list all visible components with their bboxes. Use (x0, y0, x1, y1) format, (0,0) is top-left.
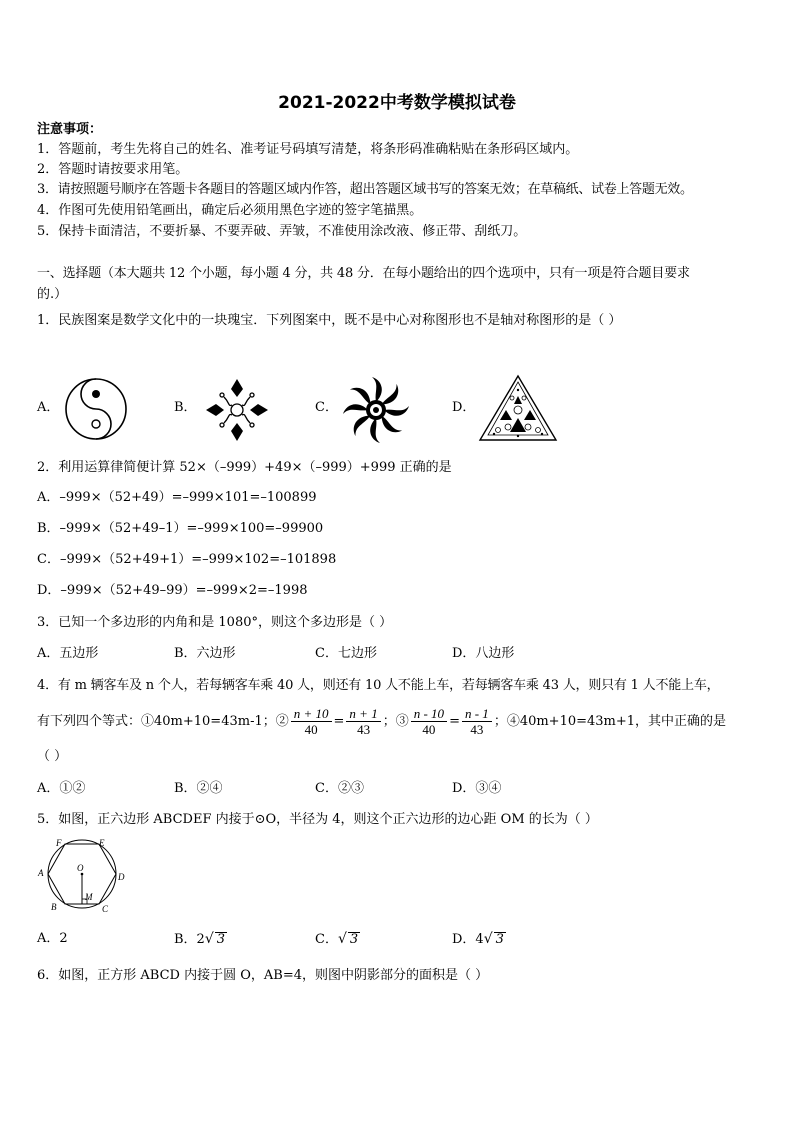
q3-option-c: C．七边形 (315, 646, 377, 661)
notice-item: 3．请按照题号顺序在答题卡各题目的答题区域内作答，超出答题区域书写的答案无效；在草稿纸、试卷上答题无效。 (37, 182, 693, 197)
fraction (346, 706, 380, 737)
section-heading: 一、选择题（本大题共 12 个小题，每小题 4 分，共 48 分．在每小题给出的四个选项中，只有一项是符合题目要求 (37, 266, 690, 281)
fraction-numerator: n + 1 (346, 706, 380, 722)
question-5-stem: 5．如图，正六边形 ABCDEF 内接于⊙O，半径为 4，则这个正六边形的边心距 OM 的长为（ ） (37, 812, 598, 827)
q5-option-d (452, 930, 506, 949)
vertex-label-a: A (38, 868, 44, 878)
notice-item: 5．保持卡面清洁，不要折暴、不要弄破、弄皱，不准使用涂改液、修正带、刮纸刀。 (37, 224, 527, 239)
fraction-numerator: n - 1 (462, 706, 492, 722)
question-6-stem: 6．如图，正方形 ABCD 内接于圆 O，AB=4，则图中阴影部分的面积是（ ） (37, 968, 489, 983)
question-2-stem: 2．利用运算律简便计算 52×（–999）+49×（–999）+999 正确的是 (37, 460, 452, 475)
flower-cross-figure (202, 375, 272, 445)
decorated-triangle-figure (478, 374, 558, 444)
vertex-label-d: D (118, 872, 125, 882)
fraction (411, 706, 447, 737)
q5-option-b-text: B．2 (174, 932, 205, 947)
q5-option-d-text: D．4 (452, 932, 484, 947)
q4-equation-text-1: 有下列四个等式：①40m+10=43m-1；② (37, 714, 289, 729)
q5-option-a-text: A．2 (37, 931, 68, 946)
question-4-stem: 4．有 m 辆客车及 n 个人，若每辆客车乘 40 人，则还有 10 人不能上车，若每辆客车乘 43 人，则只有 1 人不能上车， (37, 678, 720, 693)
vertex-label-c: C (102, 904, 109, 914)
notice-heading: 注意事项： (37, 122, 103, 137)
separator: ；③ (382, 714, 409, 729)
section-heading-cont: 的.） (37, 287, 68, 302)
q4-option-c: C．②③ (315, 781, 364, 796)
q5-option-b (174, 930, 227, 949)
q2-option-b: B．–999×（52+49–1）=–999×100=–99900 (37, 521, 324, 536)
q3-option-b: B．六边形 (174, 646, 236, 661)
fraction-denominator: 40 (304, 722, 318, 737)
page-title: 2021-2022中考数学模拟试卷 (278, 93, 516, 113)
q2-option-c: C．–999×（52+49+1）=–999×102=–101898 (37, 552, 337, 567)
fraction-denominator: 43 (470, 722, 484, 737)
question-1-stem: 1．民族图案是数学文化中的一块瑰宝．下列图案中，既不是中心对称图形也不是轴对称图形的是（ ） (37, 313, 622, 328)
fraction (291, 706, 332, 737)
equals-sign: = (333, 714, 345, 729)
hexagon-in-circle-figure (36, 836, 128, 914)
yin-yang-figure (64, 377, 128, 441)
notice-item: 2．答题时请按要求用笔。 (37, 162, 189, 177)
q4-option-b: B．②④ (174, 781, 223, 796)
q2-option-a: A．–999×（52+49）=–999×101=–100899 (37, 490, 317, 505)
q5-option-a (37, 930, 68, 948)
pinwheel-flower-figure (340, 374, 412, 446)
sqrt-sign-icon: √ (337, 931, 347, 947)
sqrt-sign-icon: √ (204, 931, 214, 947)
radicand: 3 (495, 932, 504, 947)
q5-option-c-text: C． (315, 932, 338, 947)
vertex-label-b: B (51, 902, 57, 912)
center-label-o: O (77, 863, 84, 873)
fraction (462, 706, 492, 737)
equals-sign: = (449, 714, 460, 729)
q2-option-d: D．–999×（52+49–99）=–999×2=–1998 (37, 583, 308, 598)
q4-equation-text-2: ；④40m+10=43m+1，其中正确的是 (493, 714, 727, 729)
q4-option-a: A．①② (37, 781, 86, 796)
fraction-numerator: n + 10 (291, 706, 332, 722)
sqrt-sign-icon: √ (483, 931, 493, 947)
vertex-label-f: F (56, 838, 62, 848)
vertex-label-e: E (99, 838, 105, 848)
q1-option-d: D． (452, 400, 476, 415)
fraction-denominator: 43 (357, 722, 371, 737)
question-3-stem: 3．已知一个多边形的内角和是 1080°，则这个多边形是（ ） (37, 615, 393, 630)
q1-option-a: A． (37, 400, 60, 415)
radicand: 3 (349, 932, 359, 947)
notice-item: 4．作图可先使用铅笔画出，确定后必须用黑色字迹的签字笔描黑。 (37, 203, 423, 218)
question-4-equations (37, 704, 726, 740)
q3-option-a: A．五边形 (37, 646, 99, 661)
q1-option-c: C． (315, 400, 338, 415)
q4-answer-blank: （ ） (37, 749, 68, 764)
notice-item: 1．答题前，考生先将自己的姓名、准考证号码填写清楚，将条形码准确粘贴在条形码区域内。 (37, 142, 579, 157)
fraction-numerator: n - 10 (411, 706, 447, 722)
q5-option-c (315, 930, 360, 949)
q3-option-d: D．八边形 (452, 646, 515, 661)
point-label-m: M (85, 892, 93, 902)
fraction-denominator: 40 (422, 722, 436, 737)
q1-option-b: B． (174, 400, 197, 415)
q4-option-d: D．③④ (452, 781, 502, 796)
radicand: 3 (216, 932, 226, 947)
